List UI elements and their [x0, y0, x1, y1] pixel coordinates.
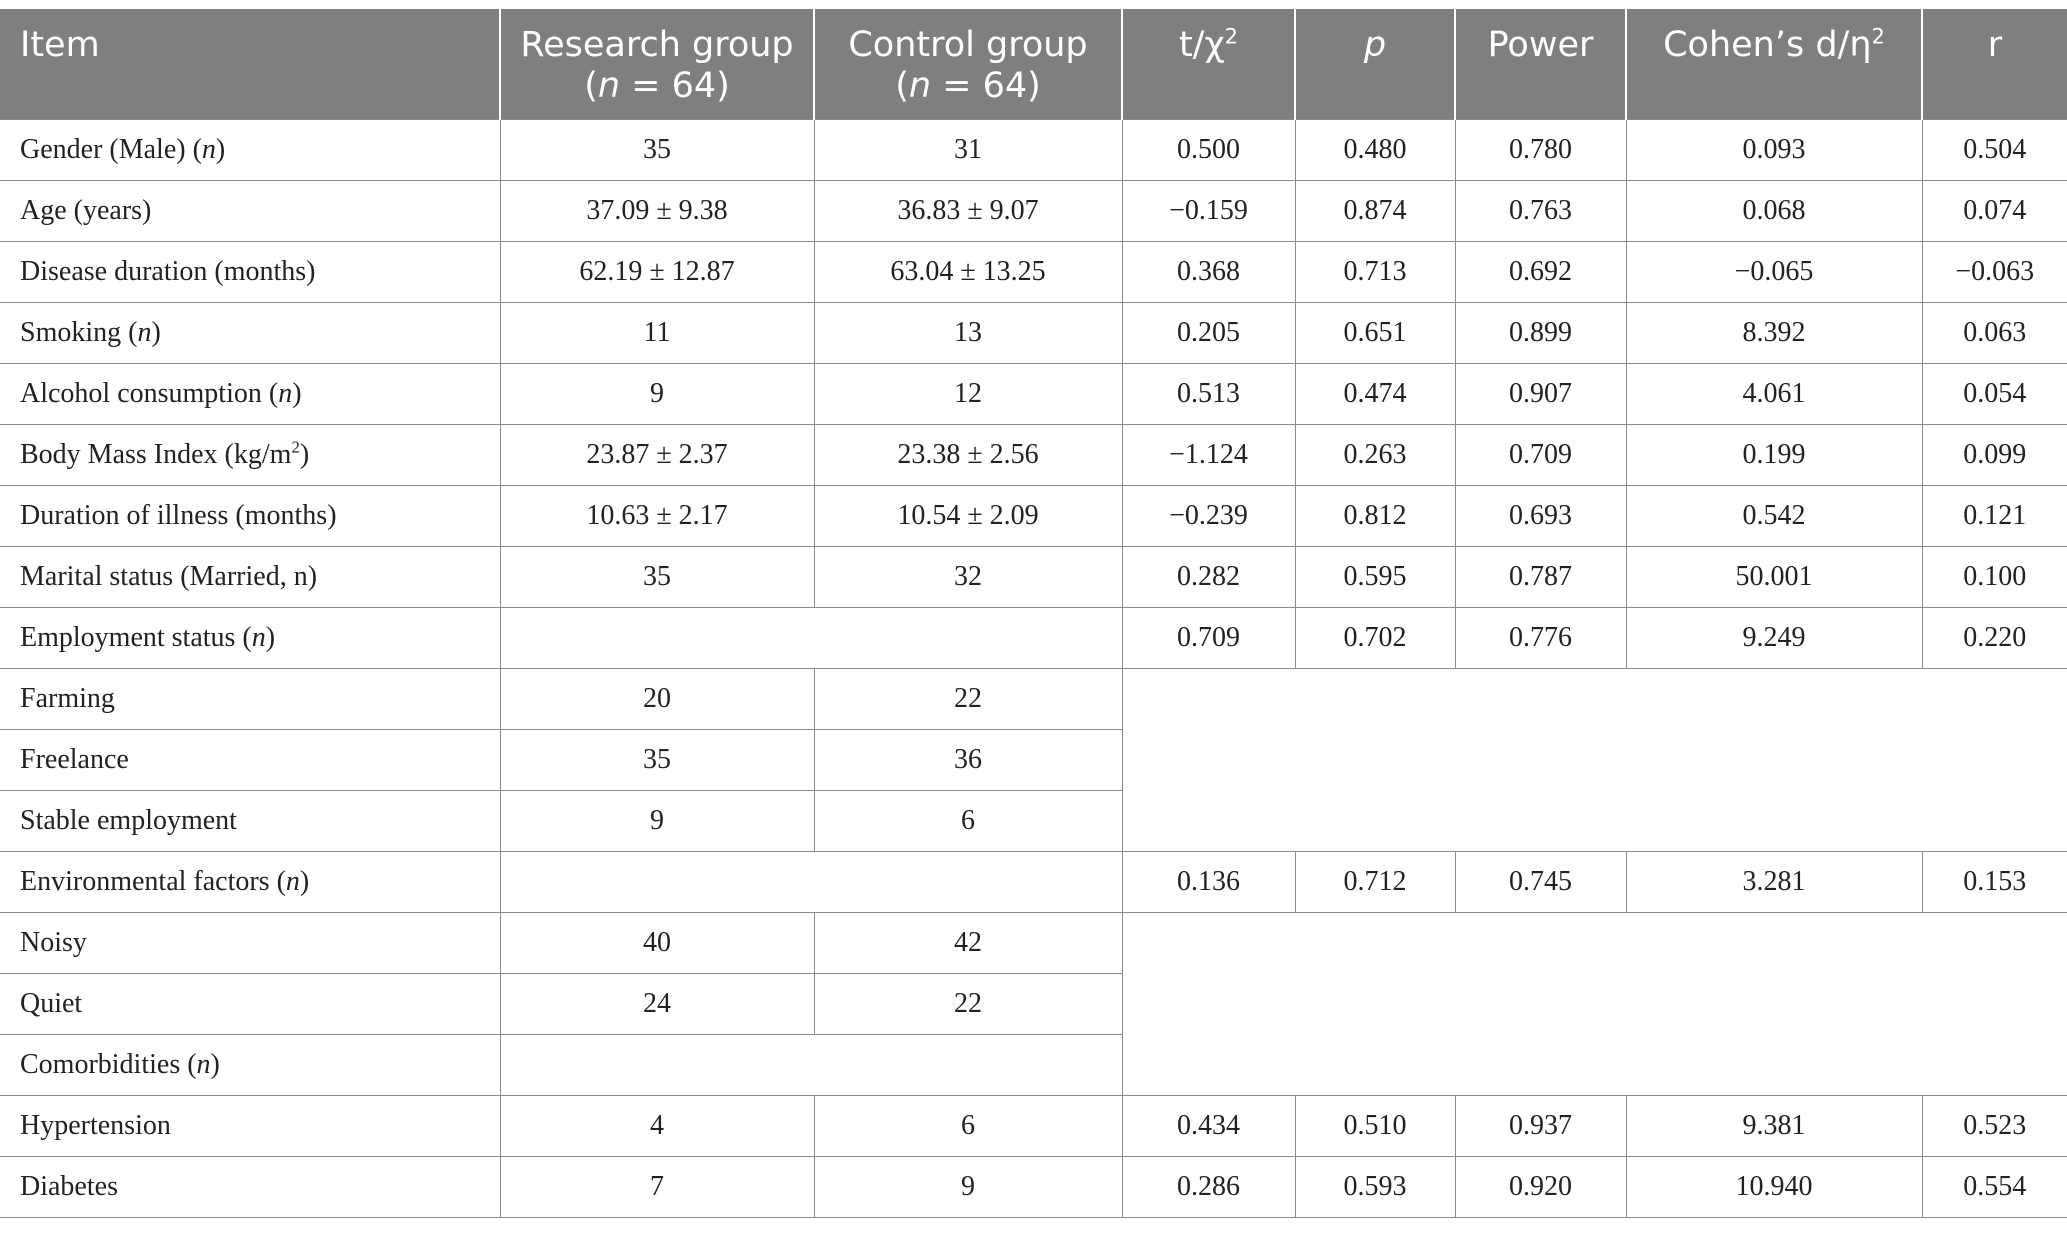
control-group-cell: 9	[814, 1157, 1122, 1218]
table-row	[0, 1096, 2067, 1157]
row-label: Farming	[0, 669, 500, 730]
cohens-d-cell: 4.061	[1626, 364, 1922, 425]
r-cell: −0.063	[1922, 242, 2067, 303]
research-group-cell: 20	[500, 669, 814, 730]
power-cell: 0.920	[1455, 1157, 1626, 1218]
cohens-d-cell: 3.281	[1626, 852, 1922, 913]
power-cell: 0.709	[1455, 425, 1626, 486]
cohens-d-cell: 0.068	[1626, 181, 1922, 242]
cohens-d-cell: 0.199	[1626, 425, 1922, 486]
row-label: Quiet	[0, 974, 500, 1035]
row-label: Gender (Male) (n)	[0, 120, 500, 181]
row-label: Hypertension	[0, 1096, 500, 1157]
r-cell: 0.220	[1922, 608, 2067, 669]
control-group-cell: 36.83 ± 9.07	[814, 181, 1122, 242]
research-group-cell: 62.19 ± 12.87	[500, 242, 814, 303]
control-group-cell: 22	[814, 669, 1122, 730]
t-chi-square-cell: −1.124	[1122, 425, 1295, 486]
research-group-cell: 9	[500, 791, 814, 852]
table-row	[0, 181, 2067, 242]
research-group-cell: 7	[500, 1157, 814, 1218]
control-group-cell: 22	[814, 974, 1122, 1035]
row-label: Noisy	[0, 913, 500, 974]
power-cell: 0.745	[1455, 852, 1626, 913]
cohens-d-cell: 10.940	[1626, 1157, 1922, 1218]
power-cell: 0.787	[1455, 547, 1626, 608]
t-chi-square-cell: 0.368	[1122, 242, 1295, 303]
header-p-value: p	[1295, 9, 1455, 120]
t-chi-square-cell: 0.434	[1122, 1096, 1295, 1157]
power-cell: 0.907	[1455, 364, 1626, 425]
r-cell: 0.554	[1922, 1157, 2067, 1218]
table-row	[0, 608, 2067, 669]
table-header-row	[0, 9, 2067, 120]
control-group-cell: 23.38 ± 2.56	[814, 425, 1122, 486]
row-label: Environmental factors (n)	[0, 852, 500, 913]
p-value-cell: 0.713	[1295, 242, 1455, 303]
p-value-cell: 0.593	[1295, 1157, 1455, 1218]
p-value-cell: 0.712	[1295, 852, 1455, 913]
research-group-cell: 40	[500, 913, 814, 974]
research-group-cell: 4	[500, 1096, 814, 1157]
row-label: Age (years)	[0, 181, 500, 242]
control-group-cell: 12	[814, 364, 1122, 425]
table-row	[0, 364, 2067, 425]
table-row	[0, 1157, 2067, 1218]
header-control-group: Control group (n = 64)	[814, 9, 1122, 120]
power-cell: 0.899	[1455, 303, 1626, 364]
cohens-d-cell: 50.001	[1626, 547, 1922, 608]
r-cell: 0.504	[1922, 120, 2067, 181]
control-group-cell: 6	[814, 791, 1122, 852]
t-chi-square-cell: −0.239	[1122, 486, 1295, 547]
research-group-cell: 35	[500, 547, 814, 608]
group-span-cell	[500, 1035, 1122, 1096]
baseline-characteristics-table	[0, 9, 2067, 1218]
table-row	[0, 242, 2067, 303]
t-chi-square-cell: 0.286	[1122, 1157, 1295, 1218]
p-value-cell: 0.702	[1295, 608, 1455, 669]
control-group-cell: 13	[814, 303, 1122, 364]
t-chi-square-cell: 0.205	[1122, 303, 1295, 364]
power-cell: 0.776	[1455, 608, 1626, 669]
table-row	[0, 425, 2067, 486]
research-group-cell: 11	[500, 303, 814, 364]
empty-stats-block	[1122, 669, 2067, 852]
table-row	[0, 120, 2067, 181]
control-group-cell: 42	[814, 913, 1122, 974]
p-value-cell: 0.595	[1295, 547, 1455, 608]
research-group-cell: 37.09 ± 9.38	[500, 181, 814, 242]
row-label: Employment status (n)	[0, 608, 500, 669]
control-group-cell: 10.54 ± 2.09	[814, 486, 1122, 547]
r-cell: 0.063	[1922, 303, 2067, 364]
research-group-cell: 23.87 ± 2.37	[500, 425, 814, 486]
r-cell: 0.100	[1922, 547, 2067, 608]
power-cell: 0.937	[1455, 1096, 1626, 1157]
row-label: Smoking (n)	[0, 303, 500, 364]
table-row	[0, 547, 2067, 608]
p-value-cell: 0.510	[1295, 1096, 1455, 1157]
t-chi-square-cell: 0.709	[1122, 608, 1295, 669]
control-group-cell: 63.04 ± 13.25	[814, 242, 1122, 303]
cohens-d-cell: 9.381	[1626, 1096, 1922, 1157]
t-chi-square-cell: 0.513	[1122, 364, 1295, 425]
cohens-d-cell: 0.542	[1626, 486, 1922, 547]
table-row	[0, 852, 2067, 913]
p-value-cell: 0.812	[1295, 486, 1455, 547]
header-r: r	[1922, 9, 2067, 120]
control-group-cell: 31	[814, 120, 1122, 181]
row-label: Body Mass Index $(kg/m^2)$	[0, 425, 500, 486]
r-cell: 0.153	[1922, 852, 2067, 913]
p-value-cell: 0.474	[1295, 364, 1455, 425]
research-group-cell: 35	[500, 730, 814, 791]
r-cell: 0.074	[1922, 181, 2067, 242]
power-cell: 0.692	[1455, 242, 1626, 303]
r-cell: 0.121	[1922, 486, 2067, 547]
p-value-cell: 0.480	[1295, 120, 1455, 181]
research-group-cell: 10.63 ± 2.17	[500, 486, 814, 547]
cohens-d-cell: 8.392	[1626, 303, 1922, 364]
cohens-d-cell: 9.249	[1626, 608, 1922, 669]
row-label: Marital status (Married, n)	[0, 547, 500, 608]
row-label: Freelance	[0, 730, 500, 791]
t-chi-square-cell: 0.500	[1122, 120, 1295, 181]
row-label: Stable employment	[0, 791, 500, 852]
power-cell: 0.693	[1455, 486, 1626, 547]
t-chi-square-cell: 0.282	[1122, 547, 1295, 608]
research-group-cell: 24	[500, 974, 814, 1035]
group-span-cell	[500, 608, 1122, 669]
header-cohens-d-eta: Cohen’s $d/\eta^2$	[1626, 9, 1922, 120]
control-group-cell: 32	[814, 547, 1122, 608]
r-cell: 0.523	[1922, 1096, 2067, 1157]
r-cell: 0.054	[1922, 364, 2067, 425]
p-value-cell: 0.263	[1295, 425, 1455, 486]
table-row	[0, 669, 2067, 730]
empty-stats-block	[1122, 913, 2067, 1096]
header-t-chi-square: $t/\chi^2$	[1122, 9, 1295, 120]
table-row	[0, 913, 2067, 974]
row-label: Disease duration (months)	[0, 242, 500, 303]
control-group-cell: 36	[814, 730, 1122, 791]
header-research-group: Research group (n = 64)	[500, 9, 814, 120]
row-label: Comorbidities (n)	[0, 1035, 500, 1096]
power-cell: 0.763	[1455, 181, 1626, 242]
header-power: Power	[1455, 9, 1626, 120]
p-value-cell: 0.874	[1295, 181, 1455, 242]
control-group-cell: 6	[814, 1096, 1122, 1157]
row-label: Diabetes	[0, 1157, 500, 1218]
r-cell: 0.099	[1922, 425, 2067, 486]
row-label: Alcohol consumption (n)	[0, 364, 500, 425]
cohens-d-cell: −0.065	[1626, 242, 1922, 303]
research-group-cell: 35	[500, 120, 814, 181]
cohens-d-cell: 0.093	[1626, 120, 1922, 181]
t-chi-square-cell: 0.136	[1122, 852, 1295, 913]
power-cell: 0.780	[1455, 120, 1626, 181]
row-label: Duration of illness (months)	[0, 486, 500, 547]
table-row	[0, 486, 2067, 547]
group-span-cell	[500, 852, 1122, 913]
p-value-cell: 0.651	[1295, 303, 1455, 364]
t-chi-square-cell: −0.159	[1122, 181, 1295, 242]
header-item: Item	[0, 9, 500, 120]
table-row	[0, 303, 2067, 364]
research-group-cell: 9	[500, 364, 814, 425]
